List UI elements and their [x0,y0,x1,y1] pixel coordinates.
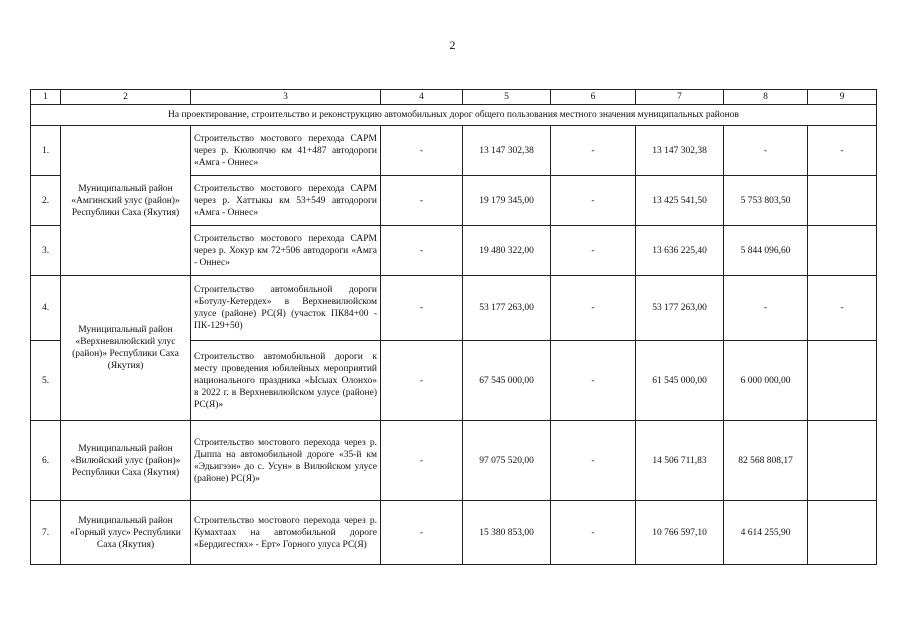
column-number: 3 [191,90,381,105]
cell-col9: - [808,126,877,176]
cell-col4: - [381,501,463,565]
column-number: 9 [808,90,877,105]
cell-col7: 13 636 225,40 [636,226,724,276]
row-number: 1. [31,126,61,176]
table-row [31,126,877,176]
cell-col8: 82 568 808,17 [724,421,808,501]
cell-col9 [808,176,877,226]
project-description: Строительство автомобильной дороги к месту проведения юбилейных мероприятий национального праздника «Ысыах Олонхо» в 2022 г. в Верхневилюйском улусе (районе) РС(Я)» [191,341,381,421]
cell-col5: 97 075 520,00 [463,421,551,501]
table-row [31,421,877,501]
cell-col6: - [551,226,636,276]
cell-col4: - [381,176,463,226]
district-cell: Муниципальный район «Вилюйский улус (район)» Республики Саха (Якутия) [61,421,191,501]
cell-col7: 53 177 263,00 [636,276,724,341]
cell-col4: - [381,421,463,501]
column-number: 1 [31,90,61,105]
district-cell: Муниципальный район «Верхневилюйский улус (район)» Республики Саха (Якутия) [61,276,191,421]
row-number: 5. [31,341,61,421]
project-description: Строительство автомобильной дороги «Ботулу-Кетердех» в Верхневилюйском улусе (районе) РС(Я) (участок ПК84+00 - ПК-129+50) [191,276,381,341]
cell-col6: - [551,276,636,341]
cell-col5: 13 147 302,38 [463,126,551,176]
project-description: Строительство мостового перехода через р. Кумахтаах на автомобильной дороге «Бердигестях» - Ерт» Горного улуса РС(Я) [191,501,381,565]
cell-col5: 15 380 853,00 [463,501,551,565]
table-row [31,276,877,341]
cell-col8: 5 753 803,50 [724,176,808,226]
cell-col6: - [551,176,636,226]
cell-col7: 13 425 541,50 [636,176,724,226]
cell-col5: 19 480 322,00 [463,226,551,276]
cell-col7: 13 147 302,38 [636,126,724,176]
section-title: На проектирование, строительство и реконструкцию автомобильных дорог общего пользования местного значения муниципальных районов [31,105,877,126]
column-number: 4 [381,90,463,105]
cell-col8: - [724,276,808,341]
cell-col8: 4 614 255,90 [724,501,808,565]
column-number: 8 [724,90,808,105]
row-number: 7. [31,501,61,565]
funding-table [30,89,877,565]
cell-col8: 5 844 096,60 [724,226,808,276]
cell-col4: - [381,126,463,176]
cell-col4: - [381,276,463,341]
cell-col7: 61 545 000,00 [636,341,724,421]
column-number: 7 [636,90,724,105]
column-number: 5 [463,90,551,105]
row-number: 2. [31,176,61,226]
cell-col6: - [551,421,636,501]
cell-col8: 6 000 000,00 [724,341,808,421]
cell-col8: - [724,126,808,176]
cell-col4: - [381,341,463,421]
column-number-row [31,90,877,105]
cell-col6: - [551,341,636,421]
cell-col9 [808,501,877,565]
cell-col9 [808,421,877,501]
cell-col9 [808,341,877,421]
district-cell: Муниципальный район «Амгинский улус (район)» Республики Саха (Якутия) [61,126,191,276]
project-description: Строительство мостового перехода через р. Дыппа на автомобильной дороге «35-й км «Эдьигээн» до с. Усун» в Вилюйском улусе (районе) РС(Я)» [191,421,381,501]
district-cell: Муниципальный район «Горный улус» Республики Саха (Якутия) [61,501,191,565]
row-number: 6. [31,421,61,501]
cell-col7: 14 506 711,83 [636,421,724,501]
cell-col5: 19 179 345,00 [463,176,551,226]
cell-col5: 53 177 263,00 [463,276,551,341]
cell-col5: 67 545 000,00 [463,341,551,421]
cell-col7: 10 766 597,10 [636,501,724,565]
cell-col9: - [808,276,877,341]
project-description: Строительство мостового перехода САРМ через р. Кюлюпчю км 41+487 автодороги «Амга - Оннес» [191,126,381,176]
row-number: 3. [31,226,61,276]
column-number: 2 [61,90,191,105]
cell-col6: - [551,126,636,176]
project-description: Строительство мостового перехода САРМ через р. Хаттыкы км 53+549 автодороги «Амга - Оннес» [191,176,381,226]
row-number: 4. [31,276,61,341]
cell-col6: - [551,501,636,565]
cell-col4: - [381,226,463,276]
column-number: 6 [551,90,636,105]
cell-col9 [808,226,877,276]
table-row [31,501,877,565]
page-number: 2 [449,38,456,52]
project-description: Строительство мостового перехода САРМ через р. Хокур км 72+506 автодороги «Амга - Оннес» [191,226,381,276]
